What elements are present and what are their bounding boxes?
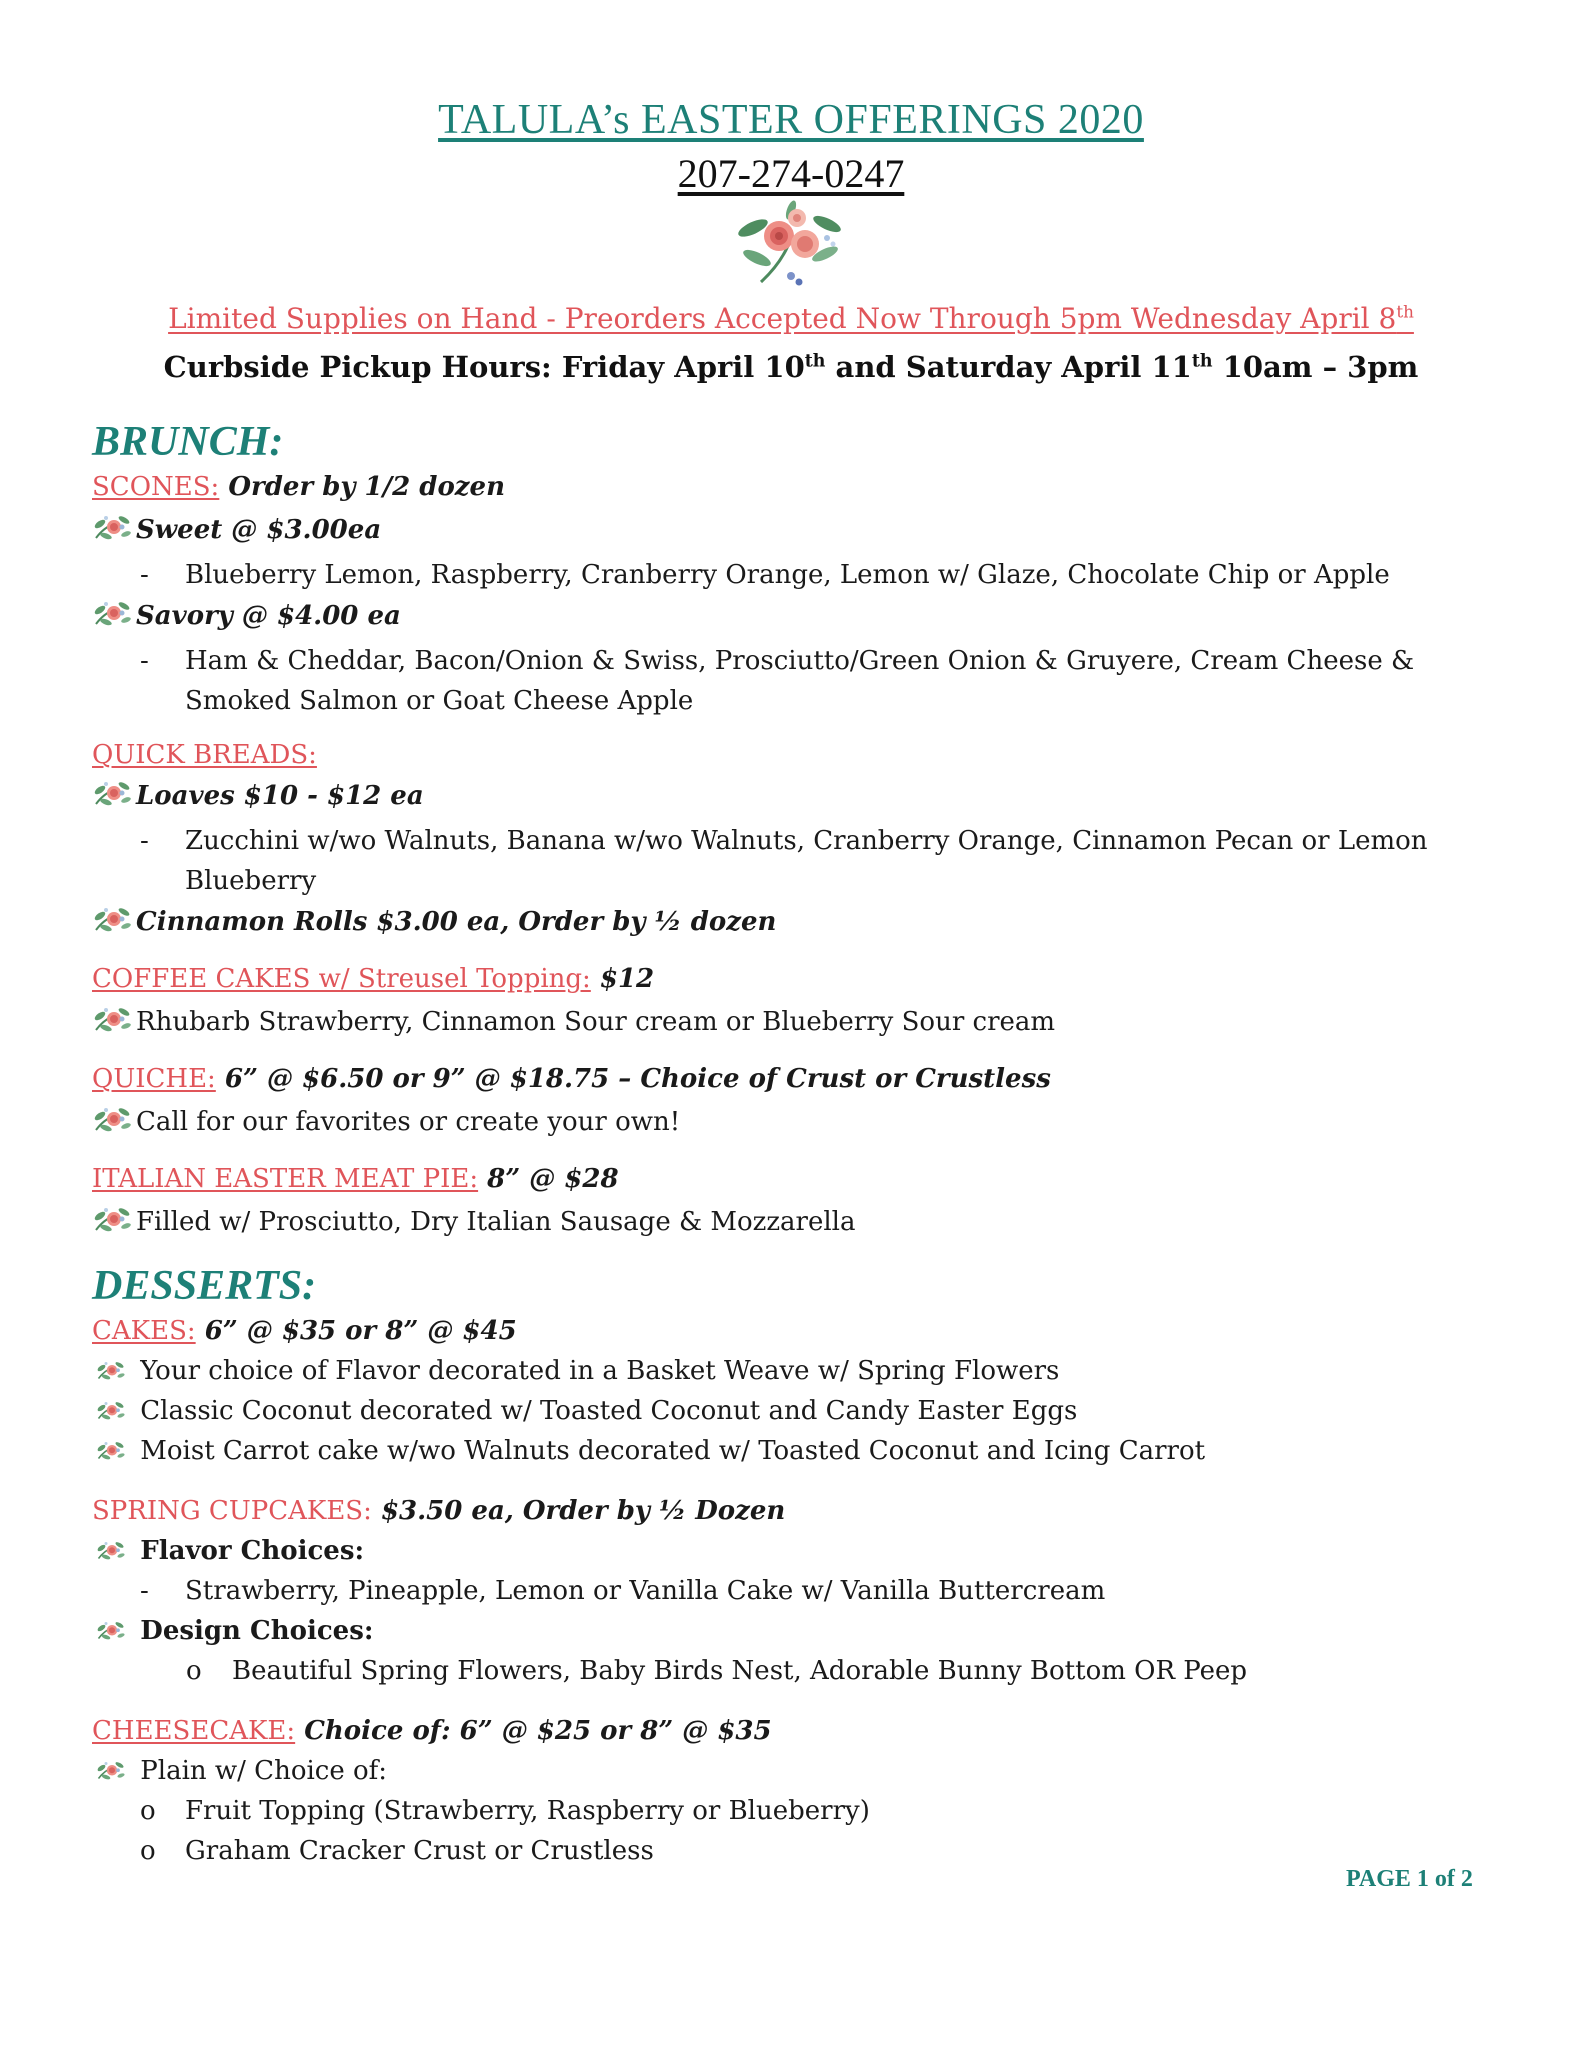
flower-bullet-icon <box>92 512 136 544</box>
flower-bullet-icon <box>92 1399 132 1423</box>
section-brunch-heading: BRUNCH: <box>92 419 284 465</box>
cheesecake-heading: CHEESECAKE: Choice of: 6” @ $25 or 8” @ $35 <box>92 1716 772 1746</box>
flower-bullet-icon <box>92 1204 136 1236</box>
scones-savory: Savory @ $4.00 ea <box>92 598 401 631</box>
cupcake-designs: Beautiful Spring Flowers, Baby Birds Nest, Adorable Bunny Bottom OR Peep <box>232 1656 1248 1686</box>
flower-bullet-icon <box>92 1104 136 1136</box>
coffee-cakes-flavors: Rhubarb Strawberry, Cinnamon Sour cream or Blueberry Sour cream <box>92 1004 1055 1037</box>
pickup-hours: Curbside Pickup Hours: Friday April 10th and Saturday April 11th 10am – 3pm <box>163 350 1419 384</box>
quiche-note: Call for our favorites or create your own! <box>92 1104 680 1137</box>
cupcakes-heading: SPRING CUPCAKES: $3.50 ea, Order by ½ Dozen <box>92 1496 786 1526</box>
flower-bullet-icon <box>92 1359 132 1383</box>
flower-bouquet-icon <box>731 198 851 290</box>
dash-bullet: - <box>140 646 149 676</box>
phone-number: 207-274-0247 <box>677 151 905 196</box>
flower-bullet-icon <box>92 1004 136 1036</box>
savory-scone-flavors-1: Ham & Cheddar, Bacon/Onion & Swiss, Prosciutto/Green Onion & Gruyere, Cream Cheese & <box>185 646 1415 676</box>
savory-scone-flavors-2: Smoked Salmon or Goat Cheese Apple <box>185 686 694 716</box>
quick-breads-heading: QUICK BREADS: <box>92 740 317 770</box>
meat-pie-heading: ITALIAN EASTER MEAT PIE: 8” @ $28 <box>92 1164 619 1194</box>
cake-option-2: Classic Coconut decorated w/ Toasted Coconut and Candy Easter Eggs <box>92 1396 1077 1426</box>
loaves-flavors-2: Blueberry <box>185 866 317 896</box>
flower-bullet-icon <box>92 598 136 630</box>
circle-bullet: o <box>140 1836 156 1866</box>
page-title: TALULA’s EASTER OFFERINGS 2020 <box>438 97 1144 143</box>
cheesecake-plain: Plain w/ Choice of: <box>92 1756 387 1786</box>
coffee-cakes-heading: COFFEE CAKES w/ Streusel Topping: $12 <box>92 964 655 994</box>
circle-bullet: o <box>186 1656 202 1686</box>
cake-option-1: Your choice of Flavor decorated in a Basket Weave w/ Spring Flowers <box>92 1356 1059 1386</box>
flower-bullet-icon <box>92 1439 132 1463</box>
quiche-heading: QUICHE: 6” @ $6.50 or 9” @ $18.75 – Choice of Crust or Crustless <box>92 1064 1051 1094</box>
flower-bullet-icon <box>92 778 136 810</box>
cheesecake-option-1: Fruit Topping (Strawberry, Raspberry or Blueberry) <box>185 1796 870 1826</box>
preorder-notice: Limited Supplies on Hand - Preorders Accepted Now Through 5pm Wednesday April 8th <box>168 301 1414 335</box>
dash-bullet: - <box>140 826 149 856</box>
page-number: PAGE 1 of 2 <box>1346 1866 1473 1892</box>
cupcake-flavors: Strawberry, Pineapple, Lemon or Vanilla Cake w/ Vanilla Buttercream <box>185 1576 1106 1606</box>
flower-bullet-icon <box>92 1619 132 1643</box>
cake-option-3: Moist Carrot cake w/wo Walnuts decorated w/ Toasted Coconut and Icing Carrot <box>92 1436 1205 1466</box>
scones-heading: SCONES: Order by 1/2 dozen <box>92 472 505 502</box>
flower-bullet-icon <box>92 1759 132 1783</box>
cakes-heading: CAKES: 6” @ $35 or 8” @ $45 <box>92 1316 517 1346</box>
section-desserts-heading: DESSERTS: <box>92 1263 317 1309</box>
loaves-flavors-1: Zucchini w/wo Walnuts, Banana w/wo Walnuts, Cranberry Orange, Cinnamon Pecan or Lemon <box>185 826 1428 856</box>
sweet-scone-flavors: Blueberry Lemon, Raspberry, Cranberry Orange, Lemon w/ Glaze, Chocolate Chip or Apple <box>185 560 1390 590</box>
cinnamon-rolls: Cinnamon Rolls $3.00 ea, Order by ½ dozen <box>92 904 776 937</box>
meat-pie-filling: Filled w/ Prosciutto, Dry Italian Sausage & Mozzarella <box>92 1204 856 1237</box>
scones-sweet: Sweet @ $3.00ea <box>92 512 381 545</box>
flower-bullet-icon <box>92 904 136 936</box>
dash-bullet: - <box>140 1576 149 1606</box>
cupcake-flavor-label: Flavor Choices: <box>92 1536 364 1566</box>
cupcake-design-label: Design Choices: <box>92 1616 373 1646</box>
cheesecake-option-2: Graham Cracker Crust or Crustless <box>185 1836 654 1866</box>
circle-bullet: o <box>140 1796 156 1826</box>
dash-bullet: - <box>140 560 149 590</box>
quick-breads-loaves: Loaves $10 - $12 ea <box>92 778 424 811</box>
flower-bullet-icon <box>92 1539 132 1563</box>
